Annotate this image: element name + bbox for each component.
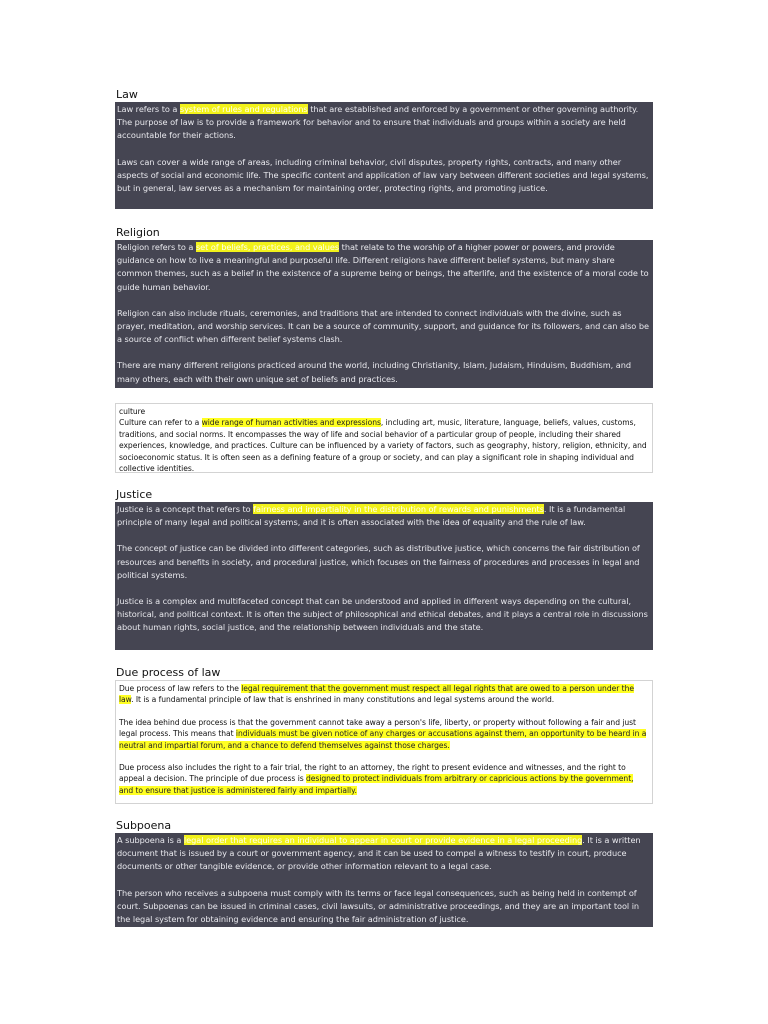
law-block <box>115 102 653 209</box>
law-heading: Law <box>116 88 138 101</box>
religion-highlight: set of beliefs, practices, and values <box>195 242 340 252</box>
religion-paragraph-2: Religion can also include rituals, ceremonies, and traditions that are intended to connect individuals with the divine, such as prayer, meditation, and worship services. It can be a source of community, support, and guidance for its followers, and can also be a source of conflict when different belief systems clash. <box>117 307 649 345</box>
law-paragraph-1: Law refers to a system of rules and regulations that are established and enforced by a government or other governing authority. The purpose of law is to provide a framework for behavior and to ensure that individuals and groups within a society are held accountable for their actions. <box>117 104 639 141</box>
due-process-highlight-1: legal requirement that the government must respect all legal rights that are owed to a person under the law <box>119 684 634 705</box>
justice-heading: Justice <box>116 488 153 501</box>
culture-block <box>115 403 653 473</box>
culture-highlight: wide range of human activities and expressions <box>201 418 381 428</box>
due-process-paragraph-2: The idea behind due process is that the government cannot take away a person's life, liberty, or property without following a fair and just legal process. This means that individuals must be given notice of any charges or accusations against them, an opportunity to be heard in a neutral and impartial forum, and a chance to defend themselves against those charges. <box>119 717 647 750</box>
justice-paragraph-3: Justice is a complex and multifaceted concept that can be understood and applied in different ways depending on the cultural, historical, and political context. It is often the subject of philosophical and ethical debates, and it plays a central role in discussions about human rights, social justice, and the relationship between individuals and the state. <box>117 596 648 633</box>
subpoena-paragraph-1: A subpoena is a legal order that requires an individual to appear in court or provide evidence in a legal proceeding. It is a written document that is issued by a court or government agency, and it can be used to compel a witness to testify in court, produce documents or other tangible evidence, or provide other information relevant to a legal case. <box>117 835 641 872</box>
due-process-paragraph-3: Due process also includes the right to a fair trial, the right to an attorney, the right to present evidence and witnesses, and the right to appeal a decision. The principle of due process is designed to protect individuals from arbitrary or capricious actions by the government, and to ensure that justice is administered fairly and impartially. <box>119 763 634 795</box>
culture-heading: culture <box>119 407 146 416</box>
due-process-paragraph-1: Due process of law refers to the legal requirement that the government must respect all legal rights that are owed to a person under the law. It is a fundamental principle of law that is enshrined in many constitutions and legal systems around the world. <box>119 684 634 705</box>
culture-paragraph-1: Culture can refer to a wide range of human activities and expressions, including art, music, literature, language, beliefs, values, customs, traditions, and social norms. It encompasses the way of life and social behavior of a particular group of people, including their shared experiences, knowledge, and practices. Culture can be influenced by a variety of factors, such as geography, history, religion, ethnicity, and socioeconomic status. It is often seen as a defining feature of a group or society, and can play a significant role in shaping individual and collective identities. <box>119 418 647 474</box>
justice-paragraph-2: The concept of justice can be divided into different categories, such as distributive justice, which concerns the fair distribution of resources and benefits in society, and procedural justice, which focuses on the fairness of procedures and processes in legal and political systems. <box>117 543 640 580</box>
due-process-heading: Due process of law <box>116 666 221 679</box>
justice-block <box>115 502 653 650</box>
subpoena-paragraph-2: The person who receives a subpoena must comply with its terms or face legal consequences, such as being held in contempt of court. Subpoenas can be issued in criminal cases, civil lawsuits, or administrative proceedings, and they are an important tool in the legal system for obtaining evidence and ensuring the fair administration of justice. <box>117 887 640 925</box>
religion-paragraph-1: Religion refers to a set of beliefs, practices, and values that relate to the worship of a higher power or powers, and provide guidance on how to live a meaningful and purposeful life. Different religions have different belief systems, but many share common themes, such as a belief in the existence of a supreme being or beings, the afterlife, and the existence of a moral code to guide human behavior. <box>117 242 649 292</box>
due-process-block <box>115 680 653 804</box>
subpoena-highlight: legal order that requires an individual to appear in court or provide evidence in a legal proceeding <box>183 835 583 845</box>
law-highlight: system of rules and regulations <box>179 104 308 114</box>
subpoena-heading: Subpoena <box>116 819 172 832</box>
due-process-highlight-2: individuals must be given notice of any charges or accusations against them, an opportunity to be heard in a neutral and impartial forum, and a chance to defend themselves against those charges. <box>119 729 647 750</box>
justice-paragraph-1: Justice is a concept that refers to fairness and impartiality in the distribution of rewards and punishments. It is a fundamental principle of many legal and political systems, and it is often associated with the idea of equality and the rule of law. <box>117 504 626 528</box>
due-process-highlight-3: designed to protect individuals from arbitrary or capricious actions by the government, and to ensure that justice is administered fairly and impartially. <box>119 774 634 795</box>
subpoena-block <box>115 833 653 927</box>
law-paragraph-2: Laws can cover a wide range of areas, including criminal behavior, civil disputes, property rights, contracts, and many other aspects of social and economic life. The specific content and application of law vary between different societies and legal systems, but in general, law serves as a mechanism for maintaining order, protecting rights, and promoting justice. <box>117 156 649 194</box>
justice-highlight: fairness and impartiality in the distribution of rewards and punishments <box>253 504 544 514</box>
religion-paragraph-3: There are many different religions practiced around the world, including Christianity, Islam, Judaism, Hinduism, Buddhism, and many others, each with their own unique set of beliefs and practices. <box>117 360 631 384</box>
religion-heading: Religion <box>116 226 160 239</box>
religion-block <box>115 240 653 388</box>
